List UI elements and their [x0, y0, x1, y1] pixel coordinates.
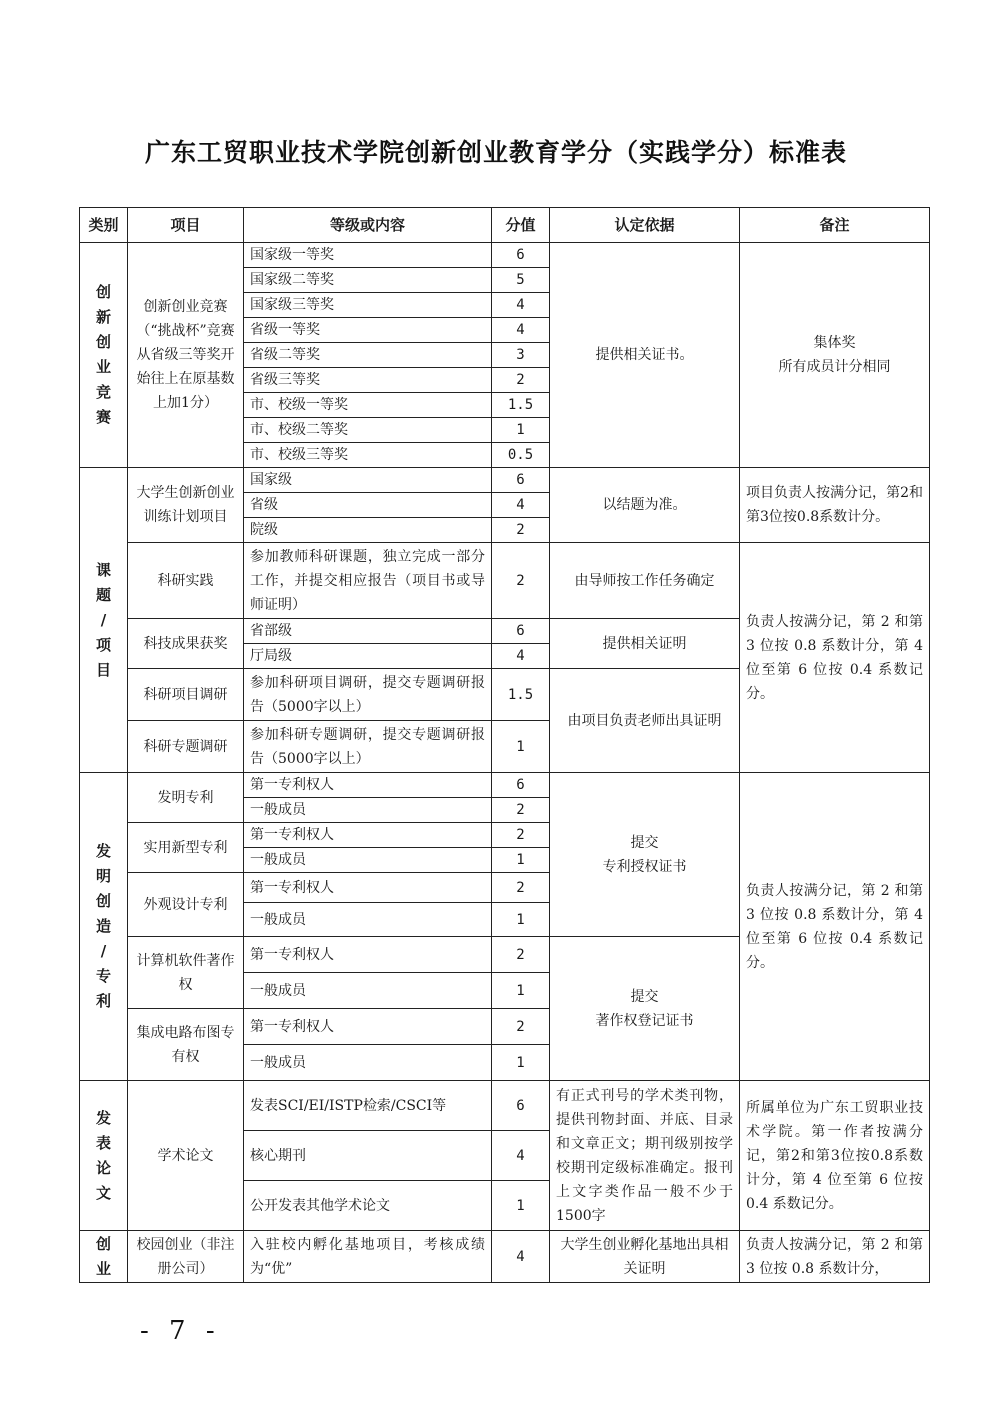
- score-cell: 2: [492, 798, 550, 823]
- level-cell: 院级: [244, 518, 492, 543]
- header-basis: 认定依据: [550, 208, 740, 243]
- level-cell: 国家级三等奖: [244, 293, 492, 318]
- basis-competition: 提供相关证书。: [550, 243, 740, 468]
- header-score: 分值: [492, 208, 550, 243]
- score-cell: 4: [492, 493, 550, 518]
- credit-standard-table: [79, 207, 930, 1283]
- level-cell: 国家级一等奖: [244, 243, 492, 268]
- score-cell: 0.5: [492, 443, 550, 468]
- score-cell: 1: [492, 1181, 550, 1231]
- level-cell: 公开发表其他学术论文: [244, 1181, 492, 1231]
- table-row: [80, 243, 930, 268]
- content-cell: 入驻校内孵化基地项目，考核成绩为“优”: [244, 1231, 492, 1283]
- level-cell: 核心期刊: [244, 1131, 492, 1181]
- level-cell: 第一专利权人: [244, 937, 492, 973]
- project-training-plan: 大学生创新创业训练计划项目: [128, 468, 244, 543]
- level-cell: 第一专利权人: [244, 773, 492, 798]
- table-header-row: [80, 208, 930, 243]
- category-startup: 创 业: [80, 1231, 128, 1283]
- level-cell: 一般成员: [244, 848, 492, 873]
- level-cell: 第一专利权人: [244, 873, 492, 903]
- score-cell: 2: [492, 543, 550, 619]
- note-startup: 负责人按满分记，第 2 和第 3 位按 0.8 系数计分，: [740, 1231, 930, 1283]
- note-papers: 所属单位为广东工贸职业技术学院。第一作者按满分记，第2和第3位按0.8系数计分，第 4 位至第 6 位按 0.4 系数记分。: [740, 1081, 930, 1231]
- level-cell: 省级: [244, 493, 492, 518]
- level-cell: 厅局级: [244, 644, 492, 669]
- basis-research-survey: 由项目负责老师出具证明: [550, 669, 740, 773]
- table-row: [80, 1231, 930, 1283]
- basis-papers: 有正式刊号的学术类刊物，提供刊物封面、并底、目录和文章正文；期刊级别按学校期刊定级标准确定。报刊上文字类作品一般不少于1500字: [550, 1081, 740, 1231]
- score-cell: 1: [492, 903, 550, 937]
- table-row: [80, 468, 930, 493]
- score-cell: 6: [492, 468, 550, 493]
- score-cell: 2: [492, 823, 550, 848]
- project-competition: 创新创业竞赛（“挑战杯”竞赛从省级三等奖开始往上在原基数上加1分）: [128, 243, 244, 468]
- project-research-survey: 科研项目调研: [128, 669, 244, 721]
- score-cell: 2: [492, 518, 550, 543]
- level-cell: 一般成员: [244, 903, 492, 937]
- score-cell: 3: [492, 343, 550, 368]
- table-row: [80, 1081, 930, 1131]
- page-title: 广东工贸职业技术学院创新创业教育学分（实践学分）标准表: [144, 138, 847, 167]
- score-cell: 6: [492, 773, 550, 798]
- level-cell: 省级三等奖: [244, 368, 492, 393]
- basis-research-practice: 由导师按工作任务确定: [550, 543, 740, 619]
- level-cell: 市、校级一等奖: [244, 393, 492, 418]
- project-utility-patent: 实用新型专利: [128, 823, 244, 873]
- basis-tech-award: 提供相关证明: [550, 619, 740, 669]
- basis-training-plan: 以结题为准。: [550, 468, 740, 543]
- score-cell: 6: [492, 1081, 550, 1131]
- category-project: 课 题 / 项 目: [80, 468, 128, 773]
- level-cell: 市、校级二等奖: [244, 418, 492, 443]
- note-invention: 负责人按满分记，第 2 和第 3 位按 0.8 系数计分，第 4 位至第 6 位按 0.4 系数记分。: [740, 773, 930, 1081]
- score-cell: 1: [492, 1045, 550, 1081]
- level-cell: 市、校级三等奖: [244, 443, 492, 468]
- level-cell: 省部级: [244, 619, 492, 644]
- level-cell: 省级一等奖: [244, 318, 492, 343]
- category-competition: 创 新 创 业 竞 赛: [80, 243, 128, 468]
- level-cell: 省级二等奖: [244, 343, 492, 368]
- project-academic-paper: 学术论文: [128, 1081, 244, 1231]
- score-cell: 1.5: [492, 393, 550, 418]
- score-cell: 6: [492, 243, 550, 268]
- header-level: 等级或内容: [244, 208, 492, 243]
- basis-startup: 大学生创业孵化基地出具相关证明: [550, 1231, 740, 1283]
- project-topic-survey: 科研专题调研: [128, 721, 244, 773]
- score-cell: 1: [492, 848, 550, 873]
- level-cell: 国家级二等奖: [244, 268, 492, 293]
- project-tech-award: 科技成果获奖: [128, 619, 244, 669]
- table-row: [80, 773, 930, 798]
- score-cell: 2: [492, 873, 550, 903]
- note-research: 负责人按满分记，第 2 和第 3 位按 0.8 系数计分，第 4 位至第 6 位按 0.4 系数记分。: [740, 543, 930, 773]
- project-design-patent: 外观设计专利: [128, 873, 244, 937]
- score-cell: 1.5: [492, 669, 550, 721]
- project-invention-patent: 发明专利: [128, 773, 244, 823]
- score-cell: 1: [492, 973, 550, 1009]
- header-note: 备注: [740, 208, 930, 243]
- score-cell: 4: [492, 293, 550, 318]
- category-invention: 发 明 创 造 / 专 利: [80, 773, 128, 1081]
- score-cell: 1: [492, 721, 550, 773]
- level-cell: 一般成员: [244, 1045, 492, 1081]
- header-category: 类别: [80, 208, 128, 243]
- score-cell: 4: [492, 644, 550, 669]
- level-cell: 第一专利权人: [244, 823, 492, 848]
- score-cell: 4: [492, 1231, 550, 1283]
- score-cell: 2: [492, 937, 550, 973]
- table-row: [80, 543, 930, 619]
- content-cell: 参加科研项目调研，提交专题调研报告（5000字以上）: [244, 669, 492, 721]
- note-training-plan: 项目负责人按满分记，第2和第3位按0.8系数计分。: [740, 468, 930, 543]
- project-software-copyright: 计算机软件著作权: [128, 937, 244, 1009]
- level-cell: 一般成员: [244, 798, 492, 823]
- page-number: - 7 -: [140, 1316, 221, 1346]
- score-cell: 4: [492, 318, 550, 343]
- header-project: 项目: [128, 208, 244, 243]
- category-papers: 发 表 论 文: [80, 1081, 128, 1231]
- basis-copyright: 提交 著作权登记证书: [550, 937, 740, 1081]
- content-cell: 参加科研专题调研，提交专题调研报告（5000字以上）: [244, 721, 492, 773]
- score-cell: 2: [492, 1009, 550, 1045]
- score-cell: 6: [492, 619, 550, 644]
- project-research-practice: 科研实践: [128, 543, 244, 619]
- project-circuit-layout: 集成电路布图专有权: [128, 1009, 244, 1081]
- note-competition: 集体奖 所有成员计分相同: [740, 243, 930, 468]
- content-cell: 参加教师科研课题，独立完成一部分工作，并提交相应报告（项目书或导师证明）: [244, 543, 492, 619]
- project-campus-startup: 校园创业（非注册公司）: [128, 1231, 244, 1283]
- level-cell: 国家级: [244, 468, 492, 493]
- basis-patent: 提交 专利授权证书: [550, 773, 740, 937]
- score-cell: 4: [492, 1131, 550, 1181]
- score-cell: 2: [492, 368, 550, 393]
- score-cell: 5: [492, 268, 550, 293]
- level-cell: 一般成员: [244, 973, 492, 1009]
- level-cell: 发表SCI/EI/ISTP检索/CSCI等: [244, 1081, 492, 1131]
- score-cell: 1: [492, 418, 550, 443]
- level-cell: 第一专利权人: [244, 1009, 492, 1045]
